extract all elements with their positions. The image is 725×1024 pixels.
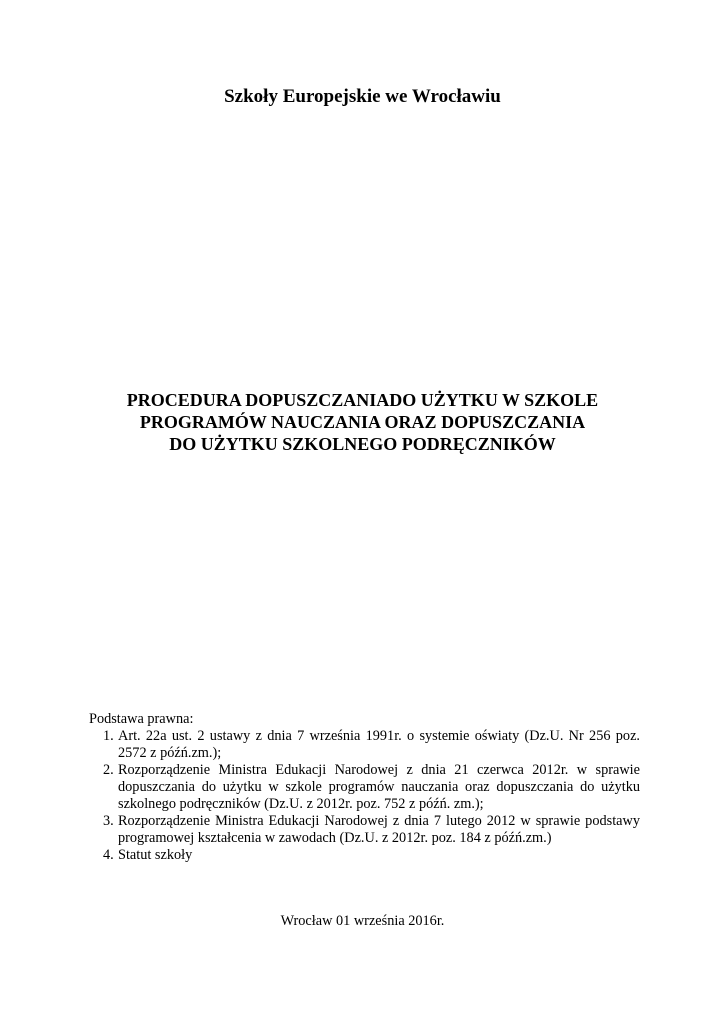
legal-basis-item-text: Art. 22a ust. 2 ustawy z dnia 7 września 1991r. o systemie oświaty (Dz.U. Nr 256 poz. 2572 z późń.zm.); <box>118 728 640 761</box>
legal-basis-item <box>89 813 640 847</box>
legal-basis-heading: Podstawa prawna: <box>89 711 194 727</box>
legal-basis-list <box>89 728 640 864</box>
document-title-line-2: PROGRAMÓW NAUCZANIA ORAZ DOPUSZCZANIA <box>139 412 586 432</box>
document-title <box>60 389 665 455</box>
document-title-line-3: DO UŻYTKU SZKOLNEGO PODRĘCZNIKÓW <box>169 434 556 454</box>
legal-basis-item-text: Statut szkoły <box>118 847 193 863</box>
legal-basis-item-number: 1. <box>103 728 114 744</box>
legal-basis-item <box>89 728 640 762</box>
legal-basis-section <box>89 711 640 864</box>
school-name-heading: Szkoły Europejskie we Wrocławiu <box>224 86 501 107</box>
legal-basis-item-text: Rozporządzenie Ministra Edukacji Narodowej z dnia 21 czerwca 2012r. w sprawie dopuszczania do użytku w szkole programów nauczania oraz dopuszczania do użytku szkolnego podręczników (Dz.U. z 2012r. poz. 752 z późń. zm.); <box>118 762 640 812</box>
legal-basis-item-number: 4. <box>103 847 114 863</box>
place-and-date: Wrocław 01 września 2016r. <box>280 913 445 929</box>
document-title-line-1: PROCEDURA DOPUSZCZANIADO UŻYTKU W SZKOLE <box>126 390 599 410</box>
legal-basis-item <box>89 762 640 813</box>
legal-basis-item <box>89 847 640 864</box>
legal-basis-item-text: Rozporządzenie Ministra Edukacji Narodowej z dnia 7 lutego 2012 w sprawie podstawy programowej kształcenia w zawodach (Dz.U. z 2012r. poz. 184 z późń.zm.) <box>118 813 640 846</box>
legal-basis-item-number: 2. <box>103 762 114 778</box>
legal-basis-item-number: 3. <box>103 813 114 829</box>
